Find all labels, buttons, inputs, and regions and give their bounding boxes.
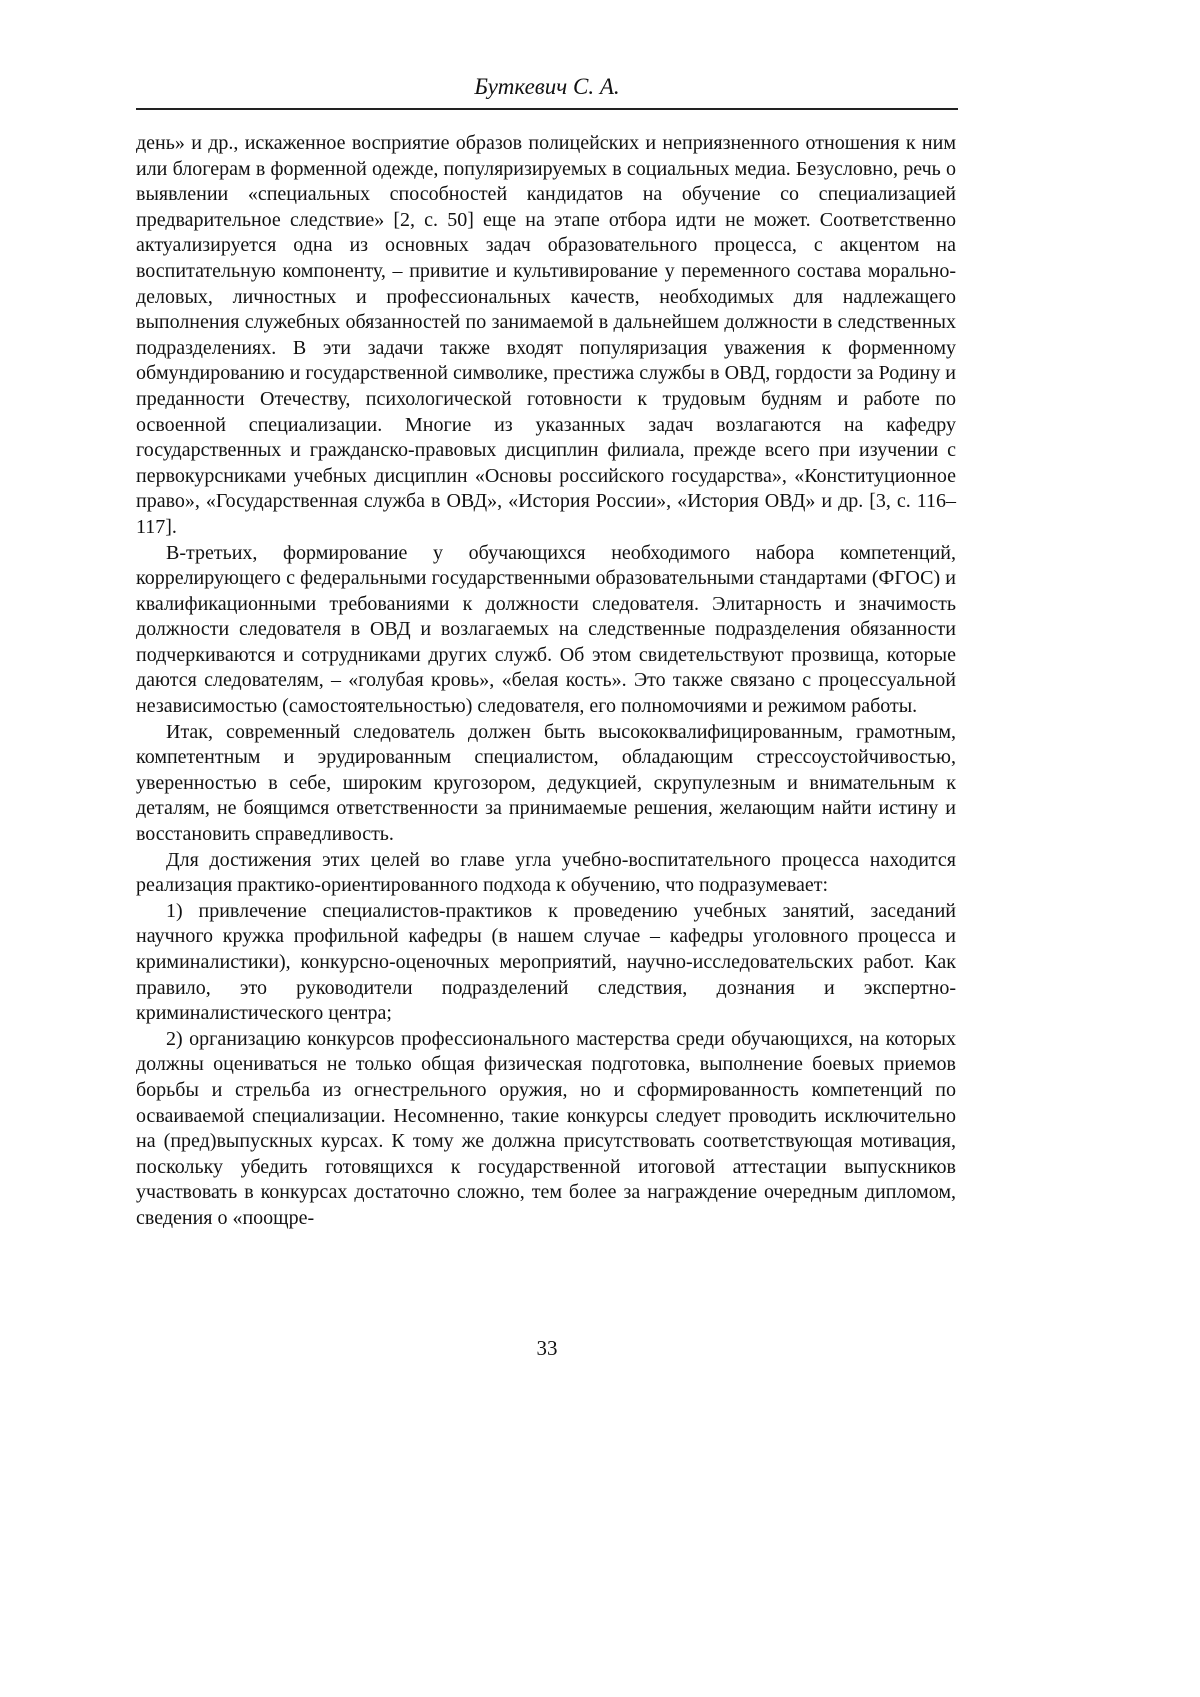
list-item-2: 2) организацию конкурсов профессионального мастерства среди обучающихся, на которых должны оцениваться не только общая физическая подготовка, выполнение боевых приемов борьбы и стрельба из огнестрельного оружия, но и сформированность компетенций по осваиваемой специализации. Несомненно, такие конкурсы следует проводить исключительно на (пред)выпускных курсах. К тому же должна присутствовать соответствующая мотивация, поскольку убедить готовящихся к государственной итоговой аттестации выпускников участвовать в конкурсах достаточно сложно, тем более за награждение очередным дипломом, сведения о «поощре- (136, 1027, 956, 1229)
paragraph-continuation: день» и др., искаженное восприятие образов полицейских и неприязненного отношения к ним или блогерам в форменной одежде, популяризируемых в социальных медиа. Безусловно, речь о выявлении «специальных способностей кандидатов на обучение со специализацией предварительное следствие» [2, с. 50] еще на этапе отбора идти не может. Соответственно актуализируется одна из основных задач образовательного процесса, с акцентом на воспитательную компоненту, – привитие и культивирование у переменного состава морально-деловых, личностных и профессиональных качеств, необходимых для надлежащего выполнения служебных обязанностей по занимаемой в дальнейшем должности в следственных подразделениях. В эти задачи также входят популяризация уважения к форменному обмундированию и государственной символике, престижа службы в ОВД, гордости за Родину и преданности Отечеству, психологической готовности к трудовым будням и работе по освоенной специализации. Многие из указанных задач возлагаются на кафедру государственных и гражданско-правовых дисциплин филиала, прежде всего при изучении с первокурсниками учебных дисциплин «Основы российского государства», «Конституционное право», «Государственная служба в ОВД», «История России», «История ОВД» и др. [3, с. 116–117]. (136, 132, 956, 538)
header-author: Буткевич С. А. (474, 74, 620, 99)
list-item-1: 1) привлечение специалистов-практиков к проведению учебных занятий, заседаний научного кружка профильной кафедры (в нашем случае – кафедры уголовного процесса и криминалистики), конкурсно-оценочных мероприятий, научно-исследовательских работ. Как правило, это руководители подразделений следствия, дознания и экспертно-криминалистического центра; (136, 899, 956, 1025)
page-number: 33 (536, 1336, 558, 1360)
running-header (136, 72, 958, 110)
paragraph-approach: Для достижения этих целей во главе угла учебно-воспитательного процесса находится реализация практико-ориентированного подхода к обучению, что подразумевает: (136, 848, 956, 897)
main-text (136, 131, 956, 1232)
paragraph-third-point: В-третьих, формирование у обучающихся необходимого набора компетенций, коррелирующего с федеральными государственными образовательными стандартами (ФГОС) и квалификационными требованиями к должности следователя. Элитарность и значимость должности следователя в ОВД и возлагаемых на следственные подразделения обязанности подчеркиваются и сотрудниками других служб. Об этом свидетельствуют прозвища, которые даются следователям, – «голубая кровь», «белая кость». Это также связано с процессуальной независимостью (самостоятельностью) следователя, его полномочиями и режимом работы. (136, 541, 956, 718)
paragraph-summary: Итак, современный следователь должен быть высококвалифицированным, грамотным, компетентным и эрудированным специалистом, обладающим стрессоустойчивостью, уверенностью в себе, широким кругозором, дедукцией, скрупулезным и внимательным к деталям, не боящимся ответственности за принимаемые решения, желающим найти истину и восстановить справедливость. (136, 720, 956, 846)
